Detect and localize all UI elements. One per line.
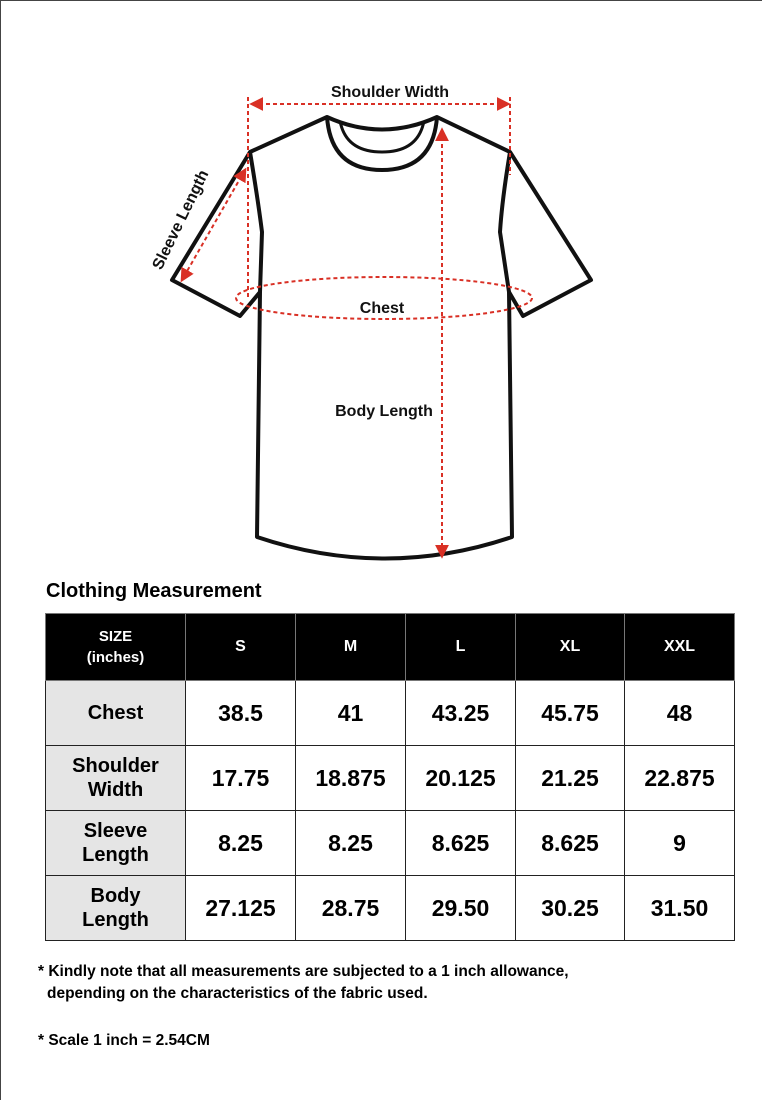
size-col-xxl: XXL (625, 614, 735, 681)
row-label-text: Body (90, 885, 141, 907)
table-cell: 45.75 (516, 681, 625, 746)
shoulder-width-label: Shoulder Width (330, 84, 450, 101)
sleeve-length-label: Sleeve Length (149, 167, 213, 273)
table-cell: 8.625 (516, 811, 625, 876)
allowance-note-line2: depending on the characteristics of the fabric used. (47, 985, 428, 1002)
row-label-chest (46, 681, 186, 746)
table-cell: 30.25 (516, 876, 625, 941)
row-label-shoulder-width (46, 746, 186, 811)
table-cell: 43.25 (406, 681, 516, 746)
right-sleeve-seam (500, 152, 510, 292)
size-header-line1: SIZE (98, 628, 133, 645)
tshirt-outline (172, 117, 591, 559)
size-col-s: S (186, 614, 296, 681)
size-col-m: M (296, 614, 406, 681)
section-title: Clothing Measurement (46, 580, 262, 602)
table-cell: 8.25 (186, 811, 296, 876)
table-row-body-length (46, 876, 735, 941)
allowance-note-line1: * Kindly note that all measurements are subjected to a 1 inch allowance, (38, 963, 569, 980)
table-row-shoulder-width (46, 746, 735, 811)
table-cell: 48 (625, 681, 735, 746)
scale-note: * Scale 1 inch = 2.54CM (38, 1032, 210, 1049)
size-header (46, 614, 186, 681)
table-cell: 31.50 (625, 876, 735, 941)
table-header-row (46, 614, 735, 681)
row-label-text: Width (87, 779, 144, 801)
row-label-text: Length (82, 909, 149, 931)
table-cell: 18.875 (296, 746, 406, 811)
row-label-text: Shoulder (72, 755, 159, 777)
body-length-label: Body Length (335, 403, 433, 420)
row-label-text: Length (82, 844, 149, 866)
table-cell: 17.75 (186, 746, 296, 811)
allowance-note (38, 961, 569, 1005)
table-cell: 21.25 (516, 746, 625, 811)
chest-label: Chest (359, 300, 405, 317)
row-label-body-length (46, 876, 186, 941)
row-label-text: Chest (87, 702, 144, 724)
table-row-chest (46, 681, 735, 746)
table-cell: 28.75 (296, 876, 406, 941)
table-cell: 22.875 (625, 746, 735, 811)
size-header-line2: (inches) (86, 649, 145, 666)
size-col-xl: XL (516, 614, 625, 681)
table-cell: 41 (296, 681, 406, 746)
table-cell: 8.625 (406, 811, 516, 876)
table-cell: 8.25 (296, 811, 406, 876)
table-cell: 38.5 (186, 681, 296, 746)
table-cell: 29.50 (406, 876, 516, 941)
row-label-sleeve-length (46, 811, 186, 876)
table-cell: 27.125 (186, 876, 296, 941)
row-label-text: Sleeve (83, 820, 148, 842)
left-sleeve-seam (250, 152, 262, 292)
table-cell: 20.125 (406, 746, 516, 811)
size-table (45, 613, 735, 941)
table-row-sleeve-length (46, 811, 735, 876)
size-col-l: L (406, 614, 516, 681)
table-cell: 9 (625, 811, 735, 876)
